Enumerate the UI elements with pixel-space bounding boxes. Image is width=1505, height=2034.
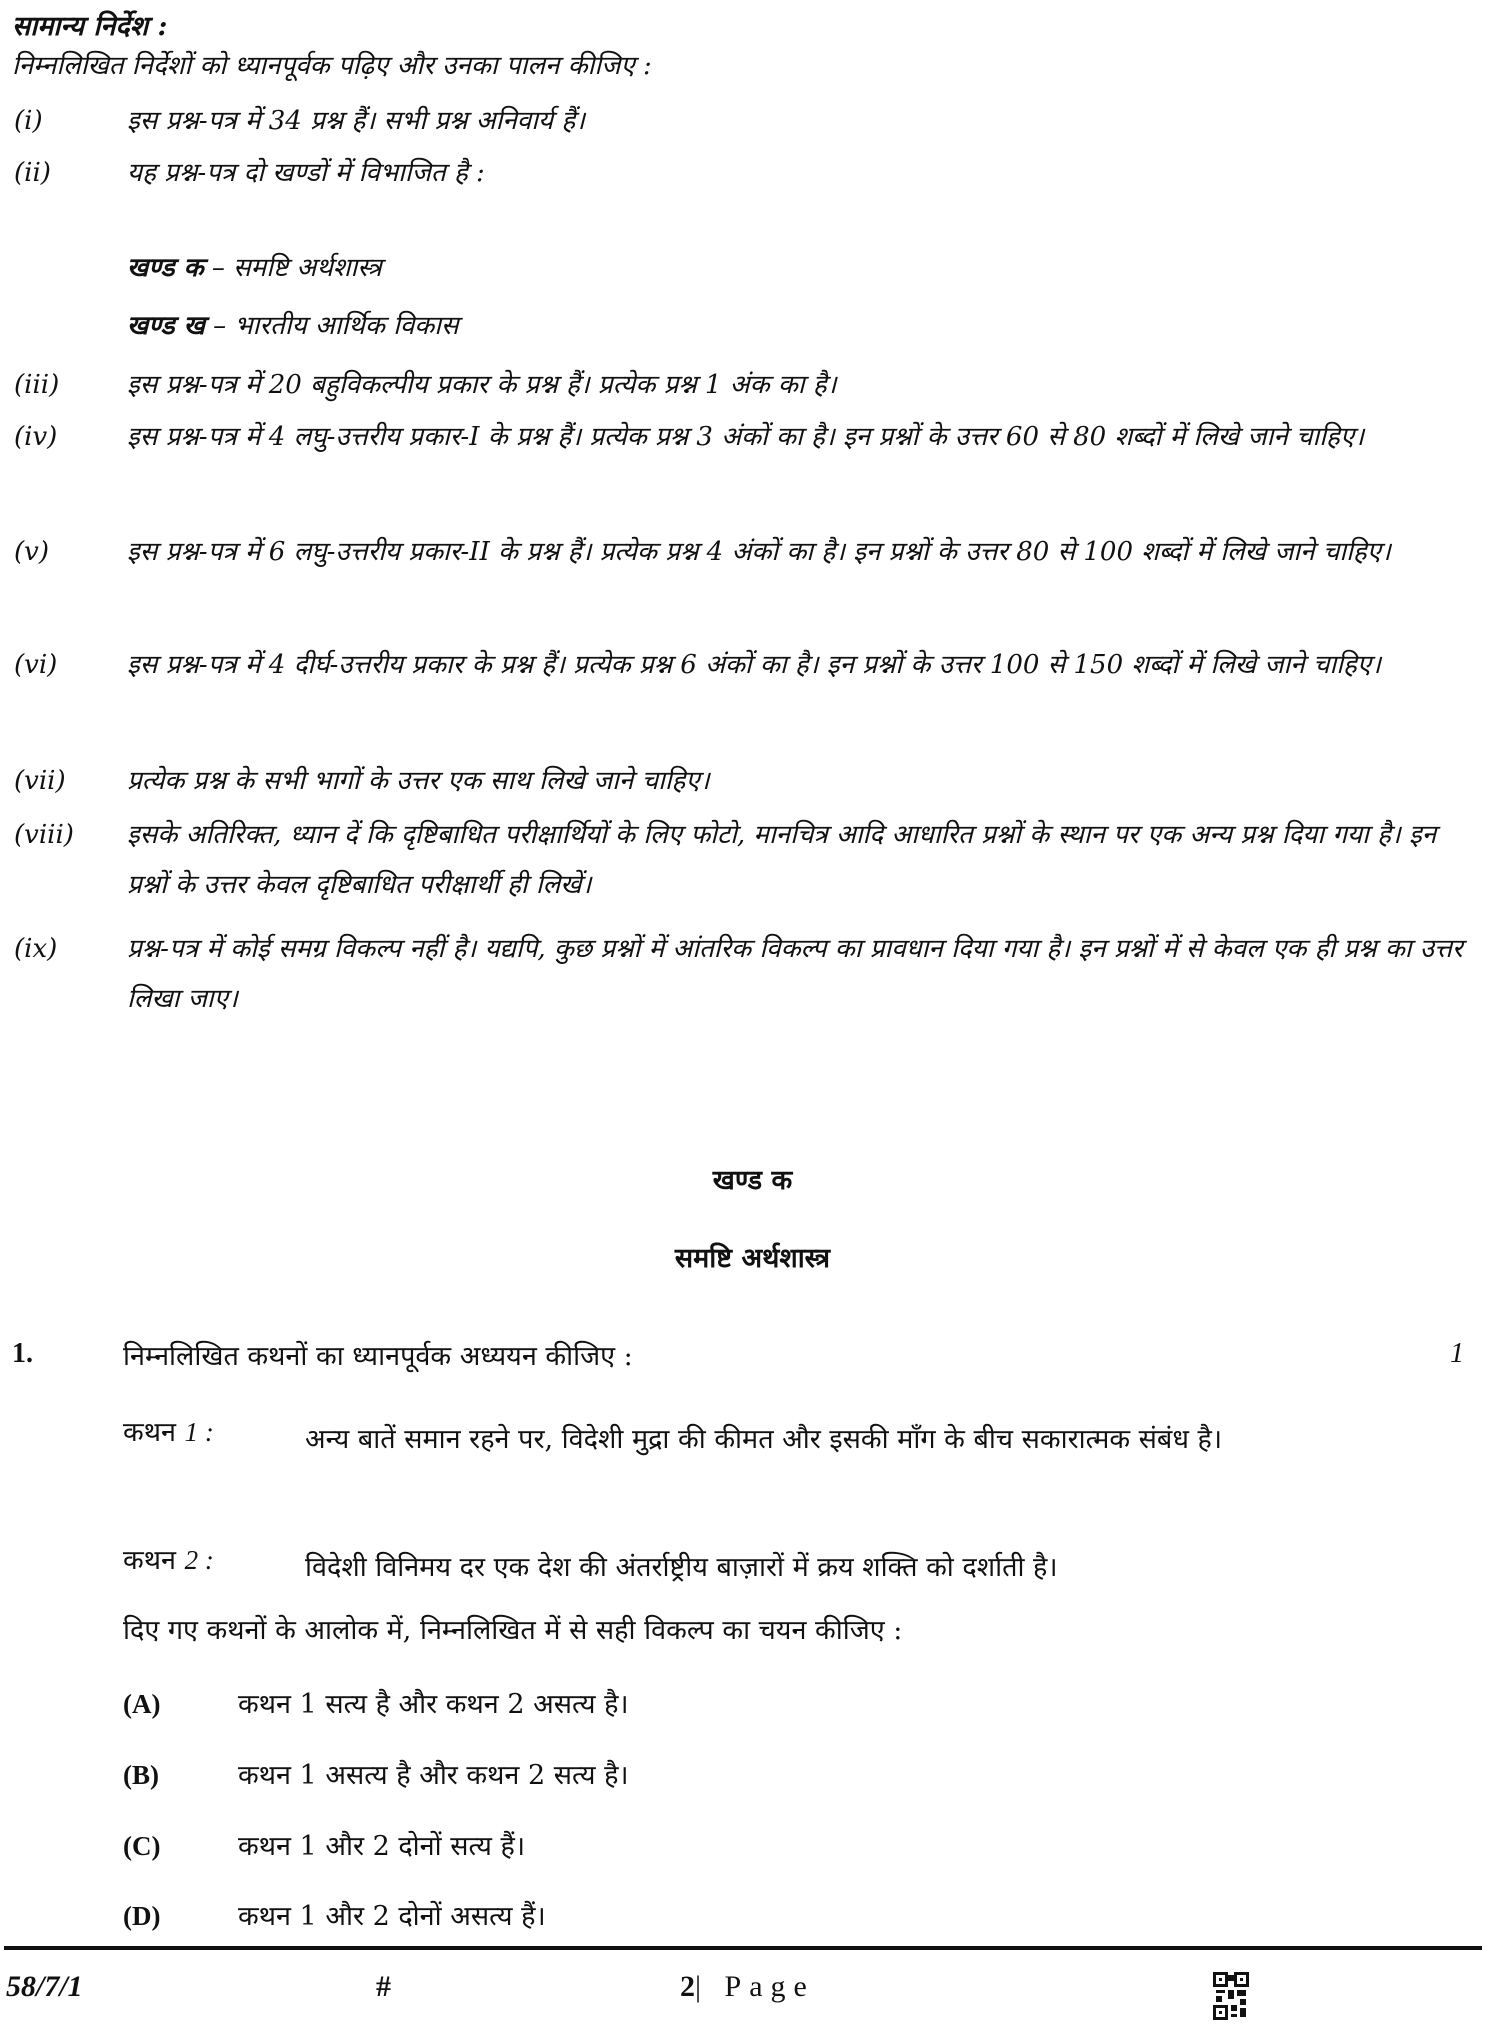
statement-text: अन्य बातें समान रहने पर, विदेशी मुद्रा की कीमत और इसकी माँग के बीच सकारात्मक संबंध है। [305,1424,1223,1455]
instruction-number: (iii) [14,370,60,400]
instruction-item [12,527,1472,577]
instruction-item [12,756,1472,806]
instruction-text: इस प्रश्न-पत्र में 6 लघु-उत्तरीय प्रकार-II के प्रश्न हैं। प्रत्येक प्रश्न 4 अंकों का है। इन प्रश्नों के उत्तर 80 से 100 शब्दों में लिखे जाने चाहिए। [127,537,1391,567]
option-text: कथन 1 और 2 दोनों सत्य हैं। [238,1831,526,1862]
option-label: (A) [123,1689,161,1719]
option-text: कथन 1 और 2 दोनों असत्य हैं। [238,1901,546,1932]
instruction-item [12,640,1472,690]
instruction-text: इस प्रश्न-पत्र में 20 बहुविकल्पीय प्रकार के प्रश्न हैं। प्रत्येक प्रश्न 1 अंक का है। [127,370,837,400]
statement-label: कथन 1 : [123,1417,214,1448]
section-subject: समष्टि अर्थशास्त्र [674,1243,831,1274]
option-text: कथन 1 सत्य है और कथन 2 असत्य है। [238,1689,629,1720]
instruction-number: (iv) [14,422,58,452]
instruction-text: प्रत्येक प्रश्न के सभी भागों के उत्तर एक साथ लिखे जाने चाहिए। [127,766,710,796]
question-number: 1. [12,1338,33,1369]
instruction-number: (vii) [14,766,66,796]
statement-1 [123,1412,1423,1468]
hash-mark: # [376,1970,391,2003]
instruction-text: इस प्रश्न-पत्र में 4 लघु-उत्तरीय प्रकार-I के प्रश्न हैं। प्रत्येक प्रश्न 3 अंकों का है। इन प्रश्नों के उत्तर 60 से 80 शब्दों में लिखे जाने चाहिए। [127,422,1365,452]
instruction-number: (i) [14,106,43,136]
statement-text: विदेशी विनिमय दर एक देश की अंतर्राष्ट्रीय बाज़ारों में क्रय शक्ति को दर्शाती है। [305,1552,1058,1583]
section-line-a [127,248,382,284]
instruction-item [12,924,1472,1024]
question-text: निम्नलिखित कथनों का ध्यानपूर्वक अध्ययन कीजिए : [123,1341,633,1372]
option-b[interactable] [123,1755,629,1792]
option-a[interactable] [123,1684,629,1721]
instruction-item [12,148,1472,198]
section-desc: – समष्टि अर्थशास्त्र [203,253,382,283]
page-number: 2| Page [680,1970,815,2003]
instruction-text: यह प्रश्न-पत्र दो खण्डों में विभाजित है : [127,158,485,188]
option-text: कथन 1 असत्य है और कथन 2 सत्य है। [238,1760,629,1791]
section-desc: – भारतीय आर्थिक विकास [204,311,459,341]
option-label: (D) [123,1901,161,1931]
question-marks: 1 [1450,1338,1464,1369]
section-heading: खण्ड क [712,1165,793,1196]
option-label: (C) [123,1831,161,1861]
instruction-item [12,412,1472,462]
instruction-text: इस प्रश्न-पत्र में 34 प्रश्न हैं। सभी प्रश्न अनिवार्य हैं। [127,106,585,136]
general-instructions-title: सामान्य निर्देश : [12,11,168,42]
statement-2 [123,1540,1423,1596]
instruction-item [12,96,1472,146]
instruction-number: (ix) [14,934,58,964]
option-c[interactable] [123,1826,525,1863]
statement-label: कथन 2 : [123,1545,214,1576]
question-prompt: दिए गए कथनों के आलोक में, निम्नलिखित में से सही विकल्प का चयन कीजिए : [123,1615,903,1646]
option-d[interactable] [123,1896,546,1933]
section-name: खण्ड क [127,253,204,283]
section-line-b [127,306,459,342]
instruction-number: (vi) [14,650,58,680]
instruction-number: (viii) [14,820,74,850]
paper-code: 58/7/1 [6,1970,83,2003]
footer-divider [4,1946,1482,1950]
general-instructions-intro: निम्नलिखित निर्देशों को ध्यानपूर्वक पढ़िए और उनका पालन कीजिए : [12,51,652,81]
qr-code-icon [1213,1972,1249,2020]
instruction-text: इस प्रश्न-पत्र में 4 दीर्घ-उत्तरीय प्रकार के प्रश्न हैं। प्रत्येक प्रश्न 6 अंकों का है। इन प्रश्नों के उत्तर 100 से 150 शब्दों में लिखे जाने चाहिए। [127,650,1381,680]
instruction-number: (v) [14,537,49,567]
instruction-text: प्रश्न-पत्र में कोई समग्र विकल्प नहीं है। यद्यपि, कुछ प्रश्नों में आंतरिक विकल्प का प्रावधान दिया गया है। इन प्रश्नों में से केवल एक ही प्रश्न का उत्तर लिखा जाए। [127,934,1463,1014]
instruction-item [12,810,1472,910]
instruction-item [12,360,1472,410]
instruction-text: इसके अतिरिक्त, ध्यान दें कि दृष्टिबाधित परीक्षार्थियों के लिए फोटो, मानचित्र आदि आधारित प्रश्नों के स्थान पर एक अन्य प्रश्न दिया गया है। इन प्रश्नों के उत्तर केवल दृष्टिबाधित परीक्षार्थी ही लिखें। [127,820,1437,900]
option-label: (B) [123,1760,159,1790]
section-name: खण्ड ख [127,311,205,341]
instruction-number: (ii) [14,158,51,188]
